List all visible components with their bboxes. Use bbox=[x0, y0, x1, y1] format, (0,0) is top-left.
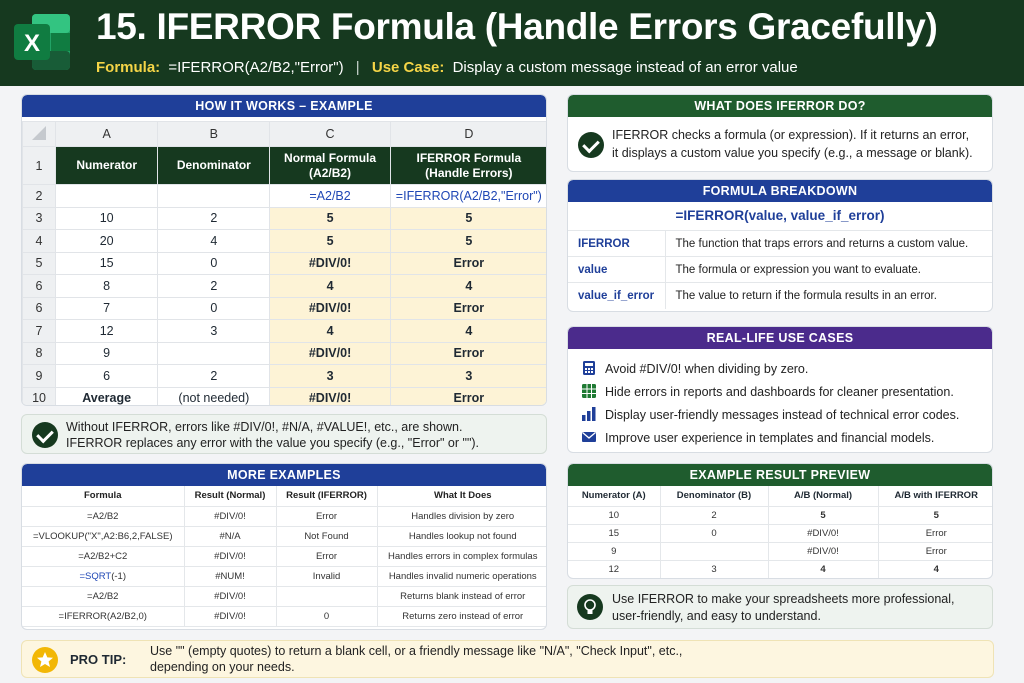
cell-denominator: 3 bbox=[158, 320, 270, 343]
table-row bbox=[568, 506, 993, 524]
column-header: What It Does bbox=[377, 486, 547, 506]
text-line: Use "" (empty quotes) to return a blank cell, or a friendly message like "N/A", "Check Input", etc., bbox=[150, 644, 683, 658]
cell-normal-result: #DIV/0! bbox=[270, 342, 390, 365]
text-line: user-friendly, and easy to understand. bbox=[612, 609, 821, 623]
use-case-item bbox=[582, 384, 954, 399]
more-examples-title: MORE EXAMPLES bbox=[22, 464, 546, 486]
formula-args: (-1) bbox=[111, 570, 127, 582]
cell-description: Handles invalid numeric operations bbox=[377, 566, 547, 586]
table-row bbox=[22, 526, 547, 546]
table-row bbox=[23, 252, 548, 275]
cell-normal-result: 5 bbox=[270, 207, 390, 230]
header-iferror-formula bbox=[390, 147, 547, 185]
row-number: 1 bbox=[23, 147, 56, 185]
cell-iferror: Error bbox=[276, 546, 377, 566]
excel-logo-icon bbox=[10, 10, 74, 74]
cell-normal: #N/A bbox=[184, 526, 276, 546]
column-header: Result (Normal) bbox=[184, 486, 276, 506]
table-row bbox=[568, 524, 993, 542]
info-note bbox=[21, 414, 547, 454]
table-row bbox=[22, 566, 547, 586]
calculator-icon bbox=[582, 361, 596, 375]
preview-title: EXAMPLE RESULT PREVIEW bbox=[568, 464, 992, 486]
header-numerator: Numerator bbox=[56, 147, 158, 185]
cell-normal-result: #DIV/0! bbox=[270, 387, 390, 406]
check-icon bbox=[32, 422, 58, 448]
use-cases-panel bbox=[567, 326, 993, 453]
column-header: Formula bbox=[22, 486, 184, 506]
cell-iferror-result: Error bbox=[390, 342, 547, 365]
pro-tip-text bbox=[150, 643, 682, 675]
cell-numerator: 15 bbox=[56, 252, 158, 275]
text-line: IFERROR checks a formula (or expression). If it returns an error, bbox=[612, 128, 970, 142]
column-letter: D bbox=[390, 122, 547, 147]
formula-cell: =A2/B2 bbox=[270, 185, 390, 208]
cell-iferror-result: Error bbox=[390, 252, 547, 275]
cell-denominator: 3 bbox=[660, 560, 768, 578]
cell-iferror: Not Found bbox=[276, 526, 377, 546]
cell-numerator: Average bbox=[56, 387, 158, 406]
cell-formula: =A2/B2 bbox=[22, 586, 184, 606]
column-header: A/B (Normal) bbox=[768, 486, 878, 506]
cell-formula: =A2/B2+C2 bbox=[22, 546, 184, 566]
cell-denominator: 2 bbox=[158, 207, 270, 230]
what-does-title: WHAT DOES IFERROR DO? bbox=[568, 95, 992, 117]
cell-formula bbox=[22, 566, 184, 586]
cell-iferror bbox=[276, 586, 377, 606]
cell-denominator: (not needed) bbox=[158, 387, 270, 406]
cell-numerator: 9 bbox=[568, 542, 660, 560]
use-case-text: Hide errors in reports and dashboards for cleaner presentation. bbox=[605, 385, 954, 399]
cell-numerator: 12 bbox=[568, 560, 660, 578]
use-case-text: Improve user experience in templates and financial models. bbox=[605, 431, 935, 445]
argument-description: The function that traps errors and returns a custom value. bbox=[665, 231, 993, 257]
formula-cell: =IFERROR(A2/B2,"Error") bbox=[390, 185, 547, 208]
cell-numerator: 10 bbox=[568, 506, 660, 524]
argument-description: The value to return if the formula results in an error. bbox=[665, 283, 993, 309]
use-case-item bbox=[582, 361, 808, 376]
cell-numerator: 9 bbox=[56, 342, 158, 365]
column-header: Result (IFERROR) bbox=[276, 486, 377, 506]
bulb-note bbox=[567, 585, 993, 629]
cell bbox=[56, 185, 158, 208]
note-line: IFERROR replaces any error with the value you specify (e.g., "Error" or ""). bbox=[66, 436, 480, 450]
table-row bbox=[568, 283, 993, 309]
row-number: 5 bbox=[23, 252, 56, 275]
use-cases-title: REAL-LIFE USE CASES bbox=[568, 327, 992, 349]
cell-normal-result: #DIV/0! bbox=[270, 252, 390, 275]
more-examples-panel bbox=[21, 463, 547, 630]
cell bbox=[158, 185, 270, 208]
cell-iferror-result: Error bbox=[390, 387, 547, 406]
cell-numerator: 10 bbox=[56, 207, 158, 230]
cell-description: Handles errors in complex formulas bbox=[377, 546, 547, 566]
header-denominator: Denominator bbox=[158, 147, 270, 185]
row-number: 10 bbox=[23, 387, 56, 406]
more-examples-table bbox=[22, 486, 547, 627]
header-line: IFERROR Formula bbox=[416, 151, 522, 166]
column-header: A/B with IFERROR bbox=[878, 486, 993, 506]
column-header: Numerator (A) bbox=[568, 486, 660, 506]
cell-denominator: 2 bbox=[158, 275, 270, 298]
example-spreadsheet bbox=[22, 121, 547, 406]
cell-denominator: 0 bbox=[158, 252, 270, 275]
cell-normal: #NUM! bbox=[184, 566, 276, 586]
argument-name: value_if_error bbox=[568, 283, 665, 309]
cell-iferror-result: 5 bbox=[390, 230, 547, 253]
cell-denominator: 0 bbox=[660, 524, 768, 542]
cell-iferror-result: Error bbox=[390, 297, 547, 320]
table-row bbox=[22, 586, 547, 606]
how-it-works-title: HOW IT WORKS – EXAMPLE bbox=[22, 95, 546, 117]
cell-normal: #DIV/0! bbox=[184, 586, 276, 606]
cell-normal-result: 4 bbox=[270, 320, 390, 343]
cell-denominator: 2 bbox=[660, 506, 768, 524]
table-row bbox=[23, 365, 548, 388]
row-number: 7 bbox=[23, 320, 56, 343]
cell-numerator: 12 bbox=[56, 320, 158, 343]
formula-text: =IFERROR(A2/B2,"Error") bbox=[168, 59, 344, 76]
cell-denominator: 0 bbox=[158, 297, 270, 320]
usecase-text: Display a custom message instead of an error value bbox=[452, 59, 798, 76]
what-does-text bbox=[612, 126, 973, 162]
cell-iferror: 4 bbox=[878, 560, 993, 578]
result-preview-panel bbox=[567, 463, 993, 579]
breakdown-title: FORMULA BREAKDOWN bbox=[568, 180, 992, 202]
cell-description: Returns blank instead of error bbox=[377, 586, 547, 606]
cell-denominator: 4 bbox=[158, 230, 270, 253]
cell-denominator: 2 bbox=[158, 365, 270, 388]
table-row bbox=[23, 342, 548, 365]
cell-iferror: Error bbox=[276, 506, 377, 526]
row-number: 4 bbox=[23, 230, 56, 253]
table-row bbox=[23, 297, 548, 320]
use-case-item bbox=[582, 430, 934, 445]
row-number: 8 bbox=[23, 342, 56, 365]
spreadsheet-icon bbox=[582, 384, 596, 398]
use-case-text: Display user-friendly messages instead of technical error codes. bbox=[605, 408, 960, 422]
row-number: 2 bbox=[23, 185, 56, 208]
corner-cell bbox=[23, 122, 56, 147]
cell-normal: #DIV/0! bbox=[184, 506, 276, 526]
how-it-works-panel bbox=[21, 94, 547, 406]
bar-chart-icon bbox=[582, 407, 596, 421]
preview-table bbox=[568, 486, 993, 579]
table-row bbox=[22, 606, 547, 626]
text-line: depending on your needs. bbox=[150, 660, 295, 674]
pro-tip-bar bbox=[21, 640, 994, 678]
cell-iferror: 0 bbox=[276, 606, 377, 626]
cell-normal: #DIV/0! bbox=[184, 546, 276, 566]
header-line: Normal Formula bbox=[284, 151, 377, 166]
cell-denominator bbox=[158, 342, 270, 365]
cell-numerator: 15 bbox=[568, 524, 660, 542]
cell-normal-result: 5 bbox=[270, 230, 390, 253]
row-number: 6 bbox=[23, 275, 56, 298]
cell-numerator: 20 bbox=[56, 230, 158, 253]
column-letter: B bbox=[158, 122, 270, 147]
column-header: Denominator (B) bbox=[660, 486, 768, 506]
cell-numerator: 7 bbox=[56, 297, 158, 320]
lightbulb-icon bbox=[577, 594, 603, 620]
cell-normal: #DIV/0! bbox=[768, 524, 878, 542]
cell-iferror: Error bbox=[878, 524, 993, 542]
cell-iferror: Error bbox=[878, 542, 993, 560]
text-line: Use IFERROR to make your spreadsheets more professional, bbox=[612, 592, 955, 606]
cell-description: Handles division by zero bbox=[377, 506, 547, 526]
cell-numerator: 6 bbox=[56, 365, 158, 388]
cell-normal-result: 3 bbox=[270, 365, 390, 388]
cell-normal-result: 4 bbox=[270, 275, 390, 298]
row-number: 6 bbox=[23, 297, 56, 320]
check-icon bbox=[578, 132, 604, 158]
note-text bbox=[66, 419, 479, 451]
table-row bbox=[568, 542, 993, 560]
breakdown-table bbox=[568, 230, 993, 309]
cell-iferror-result: 3 bbox=[390, 365, 547, 388]
table-row bbox=[568, 231, 993, 257]
page-title: 15. IFERROR Formula (Handle Errors Gracefully) bbox=[96, 6, 938, 47]
cell-normal: #DIV/0! bbox=[768, 542, 878, 560]
cell-formula: =IFERROR(A2/B2,0) bbox=[22, 606, 184, 626]
column-letter: C bbox=[270, 122, 390, 147]
syntax-text: =IFERROR(value, value_if_error) bbox=[675, 208, 885, 223]
cell-normal: #DIV/0! bbox=[184, 606, 276, 626]
header-banner bbox=[0, 0, 1024, 86]
formula-function: =SQRT bbox=[79, 570, 112, 582]
use-case-item bbox=[582, 407, 959, 422]
separator: | bbox=[355, 59, 360, 76]
table-row bbox=[568, 257, 993, 283]
usecase-label: Use Case: bbox=[371, 59, 445, 76]
cell-iferror: 5 bbox=[878, 506, 993, 524]
pro-tip-label: PRO TIP: bbox=[70, 652, 127, 667]
what-does-panel bbox=[567, 94, 993, 172]
text-line: it displays a custom value you specify (e.g., a message or blank). bbox=[612, 146, 973, 160]
cell-iferror: Invalid bbox=[276, 566, 377, 586]
star-icon bbox=[32, 647, 58, 673]
argument-description: The formula or expression you want to evaluate. bbox=[665, 257, 993, 283]
header-line: (Handle Errors) bbox=[425, 165, 513, 180]
table-row bbox=[23, 207, 548, 230]
note-line: Without IFERROR, errors like #DIV/0!, #N/A, #VALUE!, etc., are shown. bbox=[66, 420, 463, 434]
cell-normal-result: #DIV/0! bbox=[270, 297, 390, 320]
argument-name: IFERROR bbox=[568, 231, 665, 257]
header-normal-formula bbox=[270, 147, 390, 185]
row-number: 9 bbox=[23, 365, 56, 388]
table-row bbox=[22, 506, 547, 526]
argument-name: value bbox=[568, 257, 665, 283]
subtitle-line bbox=[96, 59, 798, 76]
cell-numerator: 8 bbox=[56, 275, 158, 298]
table-row bbox=[568, 560, 993, 578]
use-case-text: Avoid #DIV/0! when dividing by zero. bbox=[605, 362, 809, 376]
table-row bbox=[22, 546, 547, 566]
formula-breakdown-panel bbox=[567, 179, 993, 312]
cell-iferror-result: 5 bbox=[390, 207, 547, 230]
cell-formula: =A2/B2 bbox=[22, 506, 184, 526]
cell-iferror-result: 4 bbox=[390, 320, 547, 343]
cell-formula: =VLOOKUP("X",A2:B6,2,FALSE) bbox=[22, 526, 184, 546]
cell-iferror-result: 4 bbox=[390, 275, 547, 298]
header-line: (A2/B2) bbox=[309, 165, 352, 180]
table-row bbox=[23, 320, 548, 343]
table-row bbox=[23, 275, 548, 298]
bulb-text bbox=[612, 591, 955, 625]
select-all-icon bbox=[32, 126, 46, 140]
formula-label: Formula: bbox=[96, 59, 161, 76]
cell-description: Returns zero instead of error bbox=[377, 606, 547, 626]
cell-denominator bbox=[660, 542, 768, 560]
table-row bbox=[23, 387, 548, 406]
column-letter: A bbox=[56, 122, 158, 147]
envelope-icon bbox=[582, 430, 596, 444]
row-number: 3 bbox=[23, 207, 56, 230]
cell-description: Handles lookup not found bbox=[377, 526, 547, 546]
table-row bbox=[23, 230, 548, 253]
cell-normal: 4 bbox=[768, 560, 878, 578]
cell-normal: 5 bbox=[768, 506, 878, 524]
svg-text:X: X bbox=[23, 30, 41, 57]
